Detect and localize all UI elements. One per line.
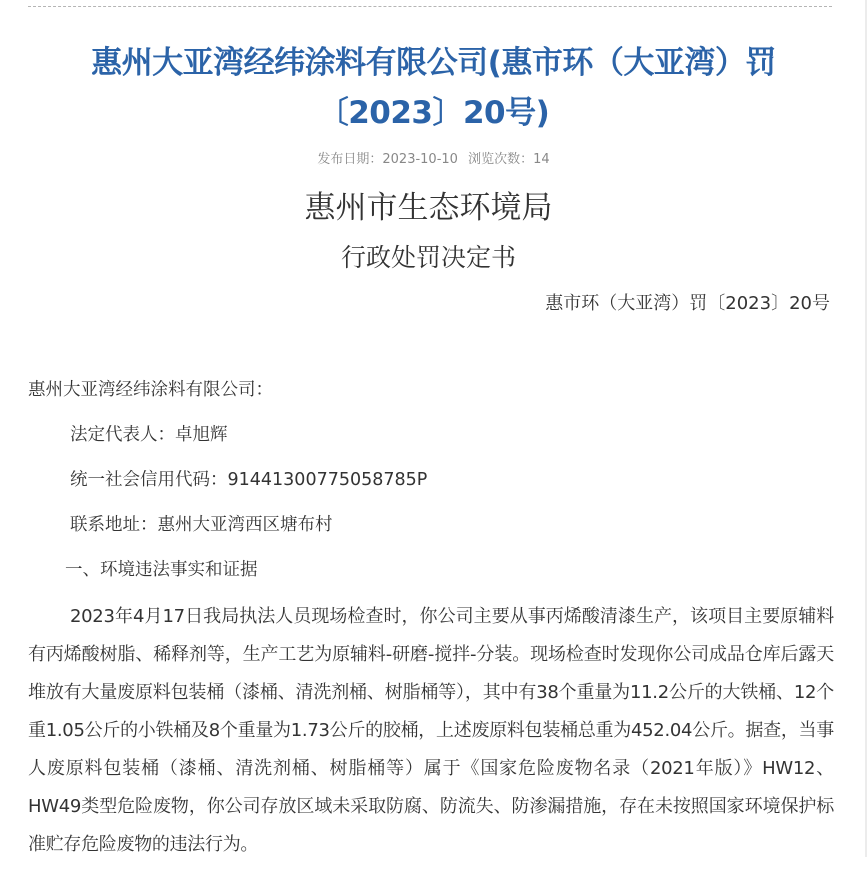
document-number: 惠市环（大亚湾）罚〔2023〕20号	[545, 293, 830, 314]
publish-date	[317, 152, 458, 167]
legal-representative: 法定代表人：卓旭辉	[70, 425, 228, 445]
publish-date-label: 发布日期：	[317, 152, 383, 167]
article-title: 惠州大亚湾经纬涂料有限公司(惠市环（大亚湾）罚〔2023〕20号)	[91, 45, 776, 131]
view-count-value: 14	[533, 152, 550, 167]
publish-date-value: 2023-10-10	[382, 152, 458, 167]
document-type: 行政处罚决定书	[340, 243, 516, 272]
section-heading: 一、环境违法事实和证据	[65, 560, 258, 580]
credit-code: 统一社会信用代码：91441300775058785P	[70, 470, 428, 490]
view-count	[468, 152, 550, 167]
article-meta	[0, 148, 867, 167]
issuing-authority: 惠州市生态环境局	[304, 190, 553, 226]
document-body	[28, 373, 834, 882]
recipient: 惠州大亚湾经纬涂料有限公司：	[28, 380, 273, 400]
header-divider	[28, 6, 832, 7]
section-paragraph: 2023年4月17日我局执法人员现场检查时，你公司主要从事丙烯酸清漆生产，该项目主要原辅料有丙烯酸树脂、稀释剂等，生产工艺为原辅料-研磨-搅拌-分装。现场检查时发现你公司成品仓库后露天堆放有大量废原料包装桶（漆桶、清洗剂桶、树脂桶等），其中有38个重量为11.2公斤的大铁桶、12个重1.05公斤的小铁桶及8个重量为1.73公斤的胶桶，上述废原料包装桶总重为452.04公斤。据查，当事人废原料包装桶（漆桶、清洗剂桶、树脂桶等）属于《国家危险废物名录（2021年版）》HW12、HW49类型危险废物，你公司存放区域未采取防腐、防流失、防渗漏措施，存在未按照国家环境保护标准贮存危险废物的违法行为。	[28, 606, 834, 855]
contact-address: 联系地址：惠州大亚湾西区塘布村	[70, 515, 333, 535]
view-count-label: 浏览次数：	[468, 152, 534, 167]
